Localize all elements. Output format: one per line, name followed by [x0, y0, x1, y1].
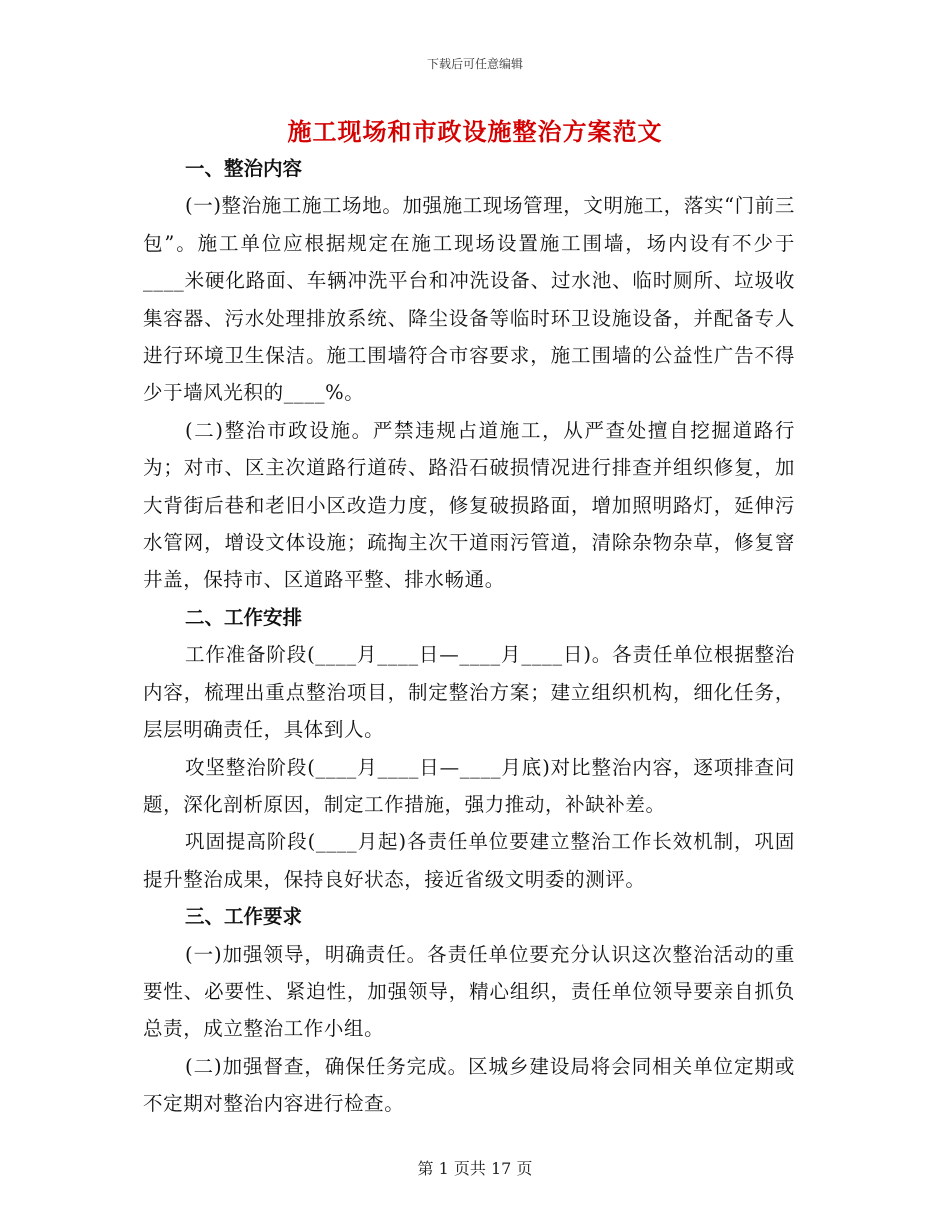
header-note: 下载后可任意编辑: [426, 57, 523, 71]
paragraph-3-2: (二)加强督查，确保任务完成。区城乡建设局将会同相关单位定期或不定期对整治内容进行检查。: [143, 1054, 795, 1116]
paragraph-2-2: 攻坚整治阶段(____月____日—____月底)对比整治内容，逐项排查问题，深化剖析原因，制定工作措施，强力推动，补缺补差。: [143, 755, 795, 816]
document-title: 施工现场和市政设施整治方案范文: [287, 117, 663, 146]
page-footer: 第 1 页共 17 页: [417, 1159, 533, 1178]
paragraph-2-3: 巩固提高阶段(____月起)各责任单位要建立整治工作长效机制，巩固提升整治成果，保持良好状态，接近省级文明委的测评。: [143, 830, 795, 891]
document-body: [143, 150, 795, 1123]
paragraph-1-1: (一)整治施工施工场地。加强施工现场管理，文明施工，落实“门前三包”。施工单位应根据规定在施工现场设置施工围墙，场内设有不少于____米硬化路面、车辆冲洗平台和冲洗设备、过水池、临时厕所、垃圾收集容器、污水处理排放系统、降尘设备等临时环卫设施设备，并配备专人进行环境卫生保洁。施工围墙符合市容要求，施工围墙的公益性广告不得少于墙风光积的____%。: [143, 194, 795, 405]
paragraph-2-1: 工作准备阶段(____月____日—____月____日)。各责任单位根据整治内容，梳理出重点整治项目，制定整治方案；建立组织机构，细化任务，层层明确责任，具体到人。: [143, 643, 795, 742]
section-heading-1: 一、整治内容: [185, 157, 303, 180]
section-heading-3: 三、工作要求: [185, 905, 303, 929]
section-heading-2: 二、工作安排: [185, 605, 303, 629]
paragraph-3-1: (一)加强领导，明确责任。各责任单位要充分认识这次整治活动的重要性、必要性、紧迫性，加强领导，精心组织，责任单位领导要亲自抓负总责，成立整治工作小组。: [143, 942, 795, 1041]
paragraph-1-2: (二)整治市政设施。严禁违规占道施工，从严查处擅自挖掘道路行为；对市、区主次道路行道砖、路沿石破损情况进行排查并组织修复，加大背街后巷和老旧小区改造力度，修复破损路面，增加照明路灯，延伸污水管网，增设文体设施；疏掏主次干道雨污管道，清除杂物杂草，修复窨井盖，保持市、区道路平整、排水畅通。: [143, 418, 795, 592]
